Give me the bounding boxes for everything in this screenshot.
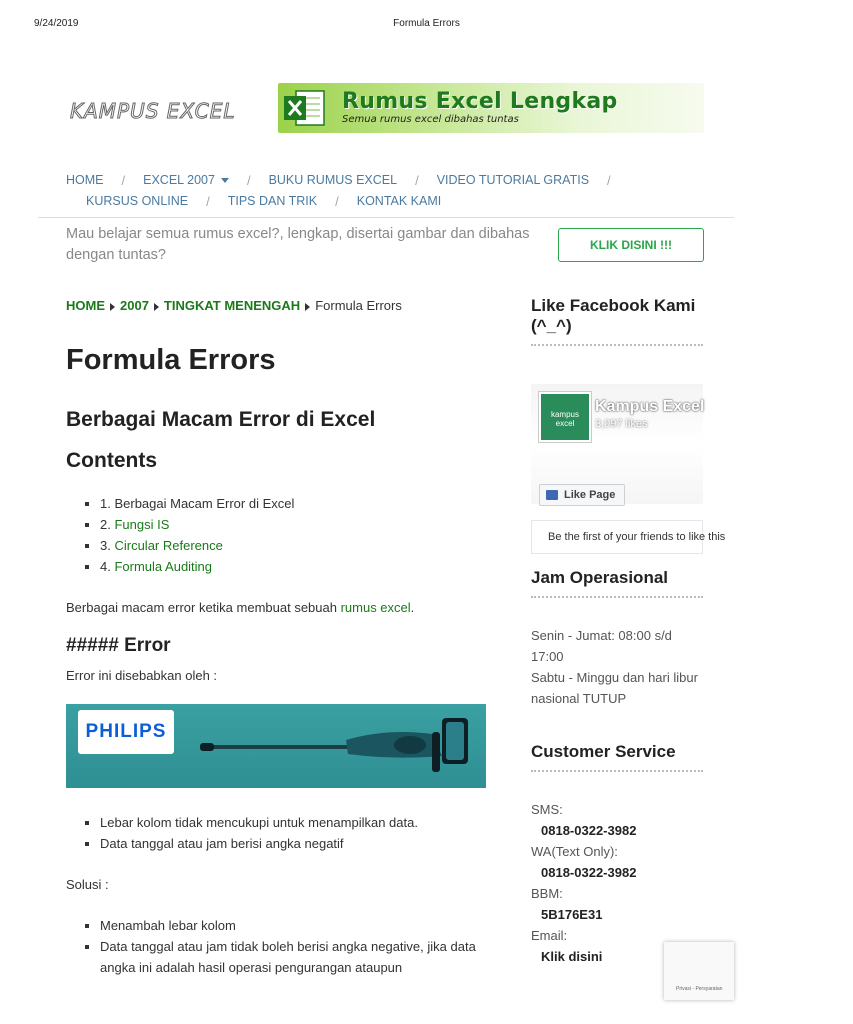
toc-number: 2. bbox=[100, 517, 111, 532]
facebook-friends-text: Be the first of your friends to like this bbox=[531, 520, 703, 554]
toc-link-circular-reference[interactable]: Circular Reference bbox=[114, 538, 223, 553]
nav-buku-rumus-excel[interactable]: BUKU RUMUS EXCEL bbox=[268, 173, 398, 187]
facebook-page-name[interactable]: Kampus Excel bbox=[595, 398, 705, 415]
nav-excel-2007-label: EXCEL 2007 bbox=[143, 173, 215, 187]
rumus-excel-link[interactable]: rumus excel bbox=[340, 600, 411, 615]
caret-right-icon bbox=[154, 303, 159, 311]
toc-item[interactable] bbox=[100, 514, 486, 535]
recaptcha-badge[interactable] bbox=[664, 942, 734, 1000]
toc-item[interactable] bbox=[100, 535, 486, 556]
nav-separator: / bbox=[607, 172, 611, 188]
nav-kontak-kami[interactable]: KONTAK KAMI bbox=[356, 194, 442, 208]
customer-service-section bbox=[531, 742, 703, 967]
intro-suffix: . bbox=[410, 600, 415, 615]
section-heading: Berbagai Macam Error di Excel bbox=[66, 408, 376, 431]
banner-subtitle: Semua rumus excel dibahas tuntas bbox=[342, 114, 519, 125]
breadcrumb bbox=[66, 298, 486, 318]
cause-intro: Error ini disebabkan oleh : bbox=[66, 668, 218, 683]
page-title: Formula Errors bbox=[66, 344, 276, 376]
caret-right-icon bbox=[110, 303, 115, 311]
intro-text: Berbagai macam error ketika membuat sebuah bbox=[66, 600, 341, 615]
wa-label: WA(Text Only): bbox=[531, 844, 618, 859]
nav-separator: / bbox=[246, 172, 251, 188]
hours-weekend: Sabtu - Minggu dan hari libur nasional TUTUP bbox=[531, 670, 698, 706]
hours-weekday: Senin - Jumat: 08:00 s/d 17:00 bbox=[531, 628, 672, 664]
vacuum-product-image bbox=[196, 714, 476, 780]
solution-label: Solusi : bbox=[66, 877, 109, 892]
error-heading: ##### Error bbox=[66, 635, 171, 656]
site-logo-text[interactable]: KAMPUS EXCEL bbox=[70, 99, 236, 123]
print-date: 9/24/2019 bbox=[34, 18, 79, 29]
nav-row-1 bbox=[66, 170, 716, 190]
toc-label: Berbagai Macam Error di Excel bbox=[114, 496, 295, 511]
list-item: ▪ Data tanggal atau jam tidak boleh berisi angka negative, jika data angka ini adalah hasil operasi pengurangan ataupun bbox=[100, 936, 486, 978]
jam-operasional-section bbox=[531, 568, 703, 709]
solutions-list bbox=[100, 915, 486, 978]
ad-brand-logo: PHILIPS bbox=[78, 710, 174, 754]
print-title: Formula Errors bbox=[393, 18, 460, 29]
caret-right-icon bbox=[305, 303, 310, 311]
breadcrumb-tingkat-menengah[interactable]: TINGKAT MENENGAH bbox=[163, 298, 301, 313]
breadcrumb-2007[interactable]: 2007 bbox=[120, 298, 149, 313]
divider bbox=[531, 770, 703, 772]
intro-paragraph bbox=[66, 597, 486, 618]
breadcrumb-current: Formula Errors bbox=[315, 298, 402, 313]
divider bbox=[531, 596, 703, 598]
facebook-page-widget[interactable] bbox=[531, 354, 726, 543]
email-label: Email: bbox=[531, 928, 568, 943]
nav-kursus-online[interactable]: KURSUS ONLINE bbox=[86, 194, 189, 208]
toc-number: 4. bbox=[100, 559, 111, 574]
chevron-down-icon bbox=[221, 178, 229, 183]
bbm-pin: 5B176E31 bbox=[541, 907, 603, 922]
causes-list bbox=[100, 812, 486, 854]
sms-label: SMS: bbox=[531, 802, 563, 817]
breadcrumb-home[interactable]: HOME bbox=[66, 298, 105, 313]
list-item: ▪ Data tanggal atau jam berisi angka negatif bbox=[100, 833, 486, 854]
nav-home[interactable]: HOME bbox=[66, 173, 104, 187]
toc-number: 3. bbox=[100, 538, 111, 553]
toc-link-formula-auditing[interactable]: Formula Auditing bbox=[114, 559, 213, 574]
main-navigation bbox=[66, 170, 716, 212]
nav-separator: / bbox=[121, 172, 126, 188]
main-content bbox=[66, 298, 486, 978]
header-banner[interactable] bbox=[278, 83, 704, 133]
recaptcha-text[interactable]: Privasi - Persyaratan bbox=[676, 986, 723, 992]
nav-row-2 bbox=[66, 191, 716, 211]
email-link[interactable]: Klik disini bbox=[541, 949, 603, 964]
list-item: ▪ Lebar kolom tidak mencukupi untuk menampilkan data. bbox=[100, 812, 486, 833]
sms-number: 0818-0322-3982 bbox=[541, 823, 637, 838]
contents-heading: Contents bbox=[66, 449, 157, 472]
nav-excel-2007[interactable] bbox=[143, 173, 229, 187]
list-item: ▪ Menambah lebar kolom bbox=[100, 915, 486, 936]
bbm-label: BBM: bbox=[531, 886, 563, 901]
promo-text: Mau belajar semua rumus excel?, lengkap, disertai gambar dan dibahas dengan tuntas? bbox=[66, 226, 530, 263]
toc-link-fungsi-is[interactable]: Fungsi IS bbox=[114, 517, 170, 532]
banner-title: Rumus Excel Lengkap bbox=[342, 89, 618, 114]
promo-button[interactable]: KLIK DISINI !!! bbox=[558, 228, 704, 262]
customer-service-title: Customer Service bbox=[531, 742, 676, 761]
site-header[interactable] bbox=[70, 83, 704, 135]
advertisement-banner[interactable] bbox=[66, 704, 486, 788]
print-header bbox=[0, 0, 768, 40]
facebook-widget-title: Like Facebook Kami (^_^) bbox=[531, 296, 696, 335]
facebook-like-count: 3,097 likes bbox=[595, 418, 648, 430]
nav-separator: / bbox=[335, 193, 339, 209]
toc-number: 1. bbox=[100, 496, 111, 511]
jam-operasional-body bbox=[531, 625, 703, 709]
divider bbox=[531, 344, 703, 346]
like-page-button[interactable]: Like Page bbox=[539, 484, 625, 506]
nav-separator: / bbox=[415, 172, 419, 188]
nav-video-tutorial[interactable]: VIDEO TUTORIAL GRATIS bbox=[436, 173, 590, 187]
nav-tips-dan-trik[interactable]: TIPS DAN TRIK bbox=[227, 194, 318, 208]
toc-item[interactable] bbox=[100, 556, 486, 577]
table-of-contents bbox=[100, 493, 486, 577]
jam-operasional-title: Jam Operasional bbox=[531, 568, 669, 587]
facebook-page-logo[interactable]: kampus excel bbox=[539, 392, 591, 442]
toc-item[interactable] bbox=[100, 493, 486, 514]
excel-icon bbox=[282, 88, 326, 128]
nav-separator: / bbox=[206, 193, 210, 209]
nav-divider bbox=[38, 217, 734, 218]
sidebar bbox=[531, 296, 726, 967]
wa-number: 0818-0322-3982 bbox=[541, 865, 637, 880]
